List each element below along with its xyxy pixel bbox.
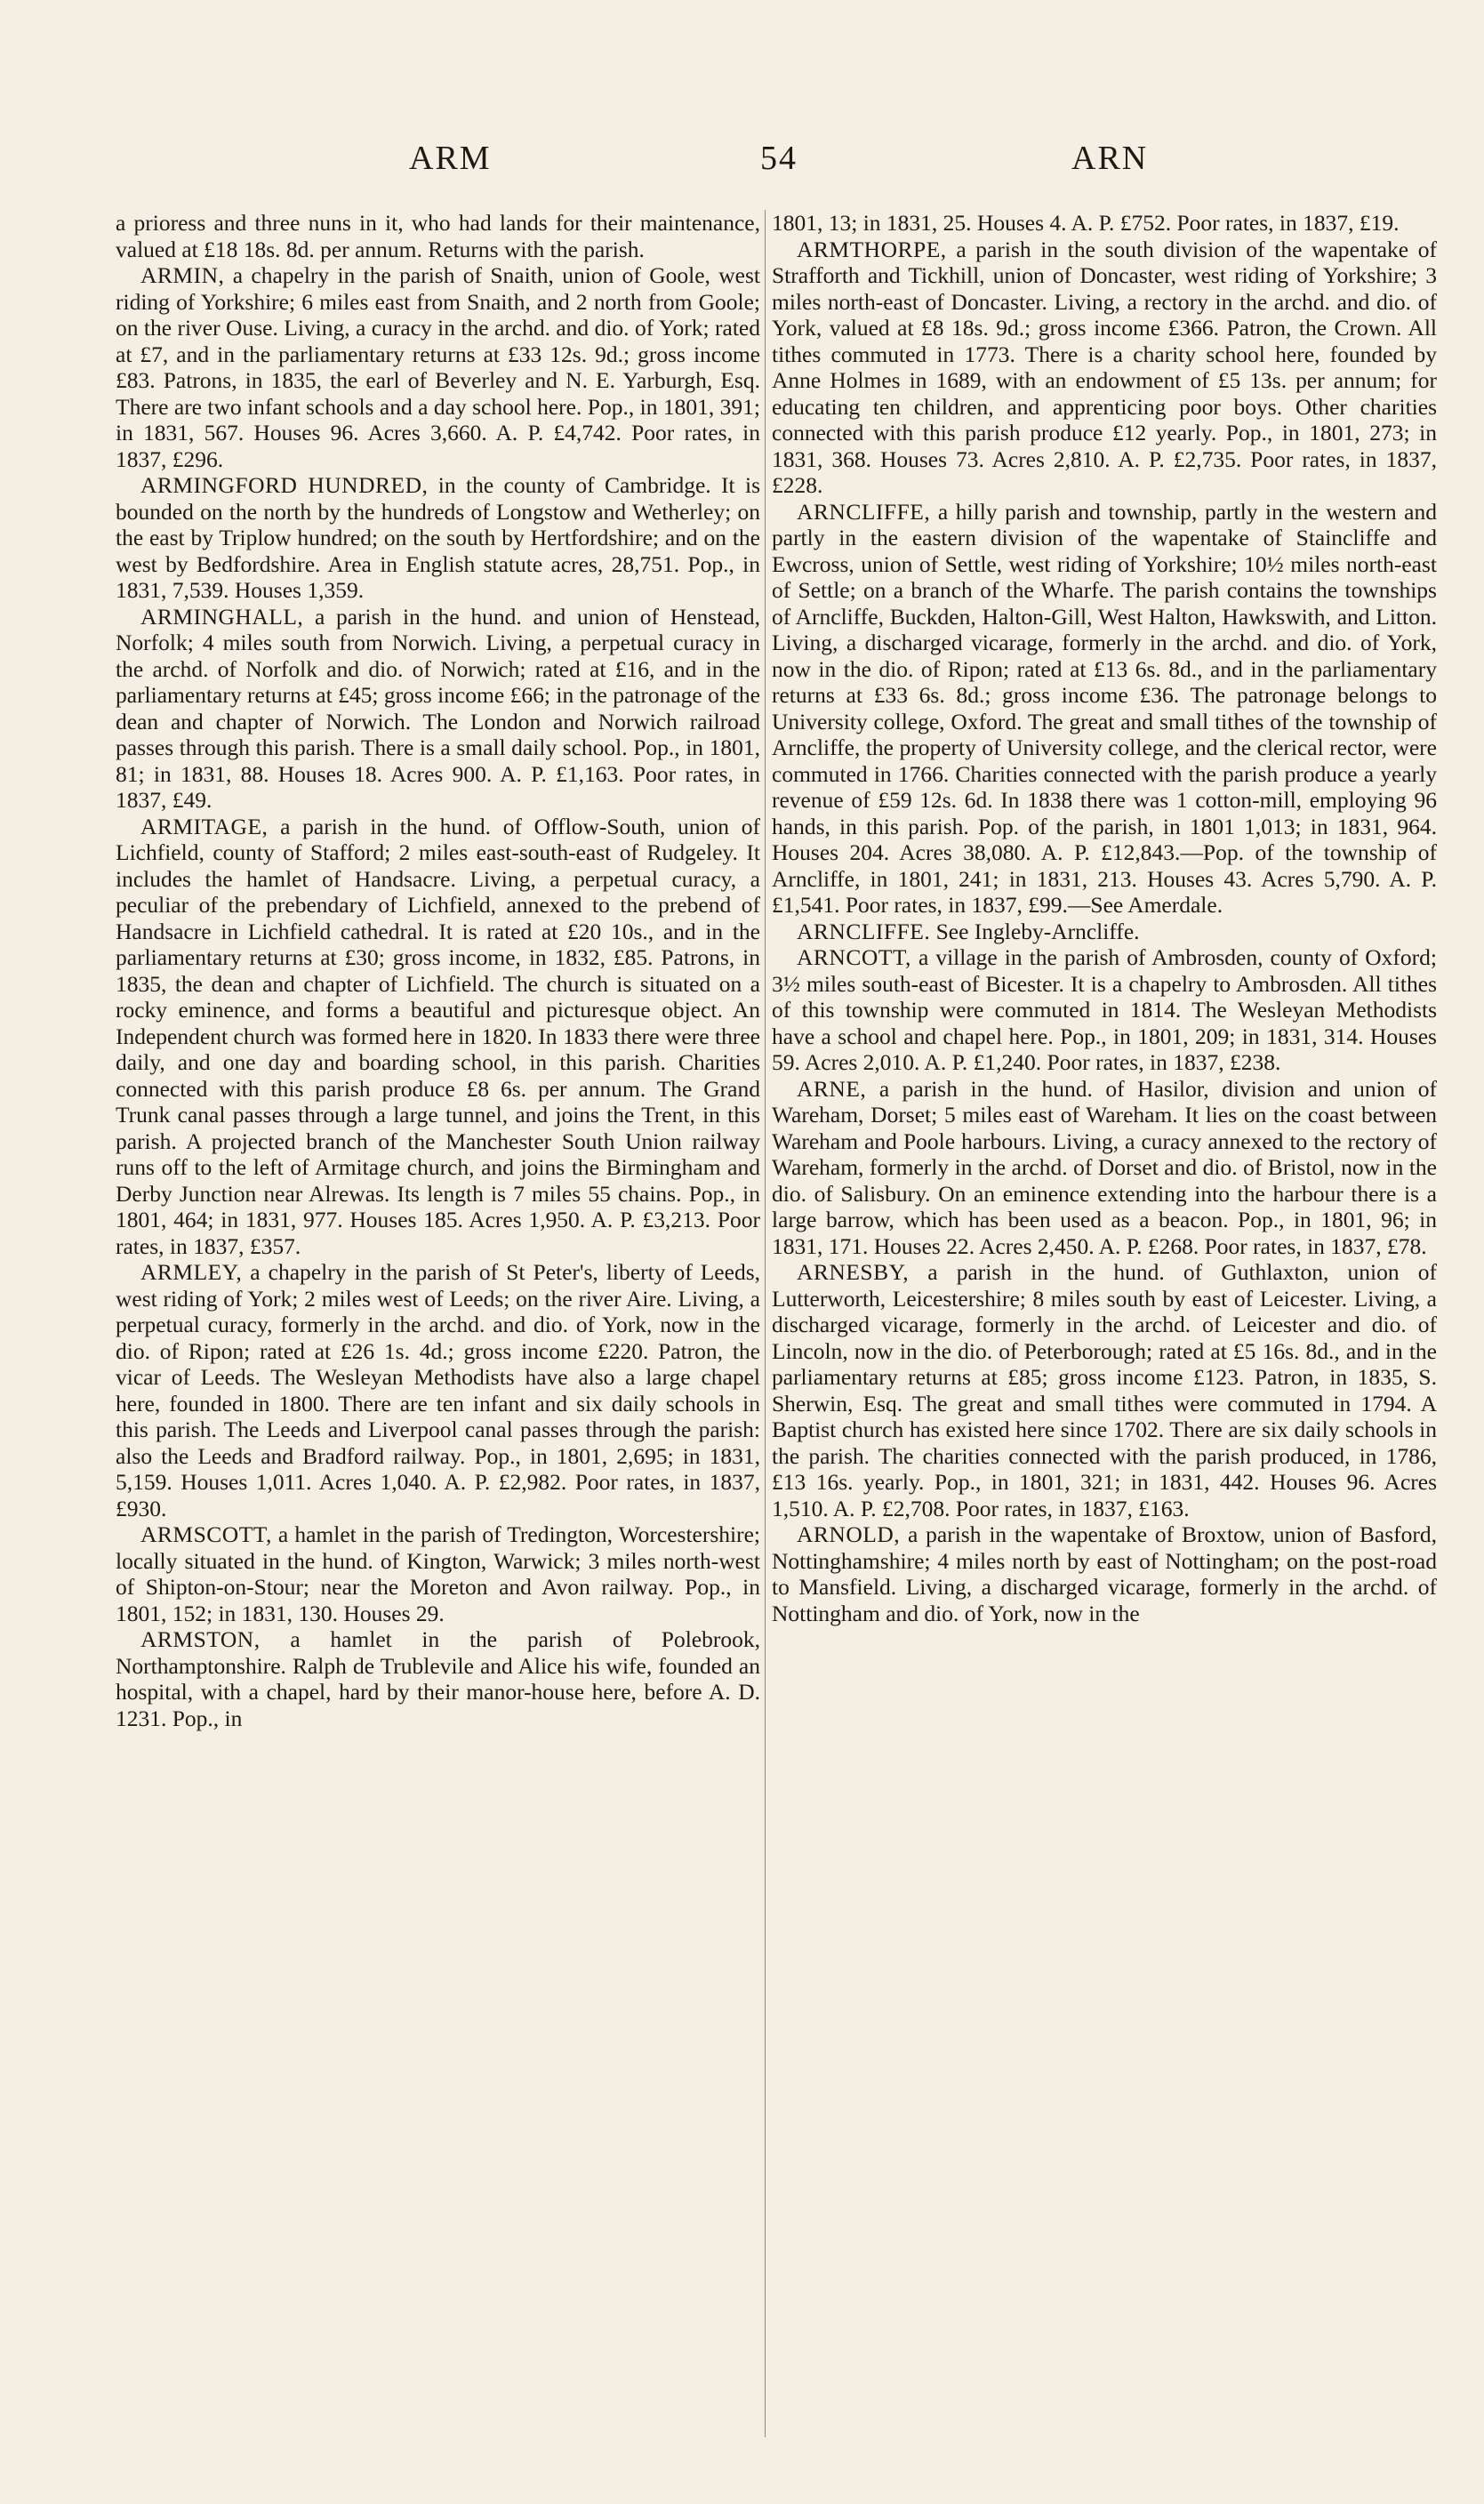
entry-text: a prioress and three nuns in it, who had lands for their maintenance, valued at £18 18s. 8d. per annum. Returns with the parish. (116, 210, 760, 262)
page-number: 54 (760, 140, 798, 177)
entry-headword: ARMIN, (140, 262, 225, 288)
header-right-guide-word: ARN (1071, 140, 1149, 177)
gazetteer-entry (772, 1259, 1437, 1521)
entry-text: See Ingleby-Arncliffe. (930, 918, 1140, 944)
gazetteer-entry (772, 944, 1437, 1076)
entry-headword: ARNOLD, (797, 1521, 901, 1547)
gazetteer-entry (116, 1626, 760, 1731)
entry-text: a parish in the south division of the wapentake of Strafforth and Tickhill, union of Doncaster, west riding of Yorkshire; 3 miles north-east of Doncaster. Living, a rectory in the archd. and dio. of York, valued at £8 18s. 9d.; gross income £366. Patron, the Crown. All tithes commuted in 1773. There is a charity school here, founded by Anne Holmes in 1689, with an endowment of £5 13s. per annum; for educating ten children, and apprenticing poor boys. Other charities connected with this parish produce £12 yearly. Pop., in 1801, 273; in 1831, 368. Houses 73. Acres 2,810. A. P. £2,735. Poor rates, in 1837, £228. (772, 236, 1437, 498)
entry-headword: ARNCOTT, (797, 944, 911, 970)
entry-text: a parish in the hund. and union of Henstead, Norfolk; 4 miles south from Norwich. Living, a perpetual curacy in the archd. of Norfolk and dio. of Norwich; rated at £16, and in the parliamentary returns at £45; gross income £66; in the patronage of the dean and chapter of Norwich. The London and Norwich railroad passes through this parish. There is a small daily school. Pop., in 1801, 81; in 1831, 88. Houses 18. Acres 900. A. P. £1,163. Poor rates, in 1837, £49. (116, 603, 760, 813)
entry-headword: ARMTHORPE, (797, 236, 947, 262)
gazetteer-entry (772, 237, 1437, 499)
entry-text: a village in the parish of Ambrosden, county of Oxford; 3½ miles south-east of Bicester. It is a chapelry to Ambrosden. All tithes of this township were commuted in 1814. The Wesleyan Methodists have a school and chapel here. Pop., in 1801, 209; in 1831, 314. Houses 59. Acres 2,010. A. P. £1,240. Poor rates, in 1837, £238. (772, 944, 1437, 1075)
entry-headword: ARNESBY, (797, 1259, 910, 1285)
gazetteer-entry (116, 262, 760, 472)
entry-text: a parish in the hund. of Offlow-South, union of Lichfield, county of Stafford; 2 miles east-south-east of Rudgeley. It includes the hamlet of Handsacre. Living, a perpetual curacy, a peculiar of the prebendary of Lichfield, annexed to the prebend of Handsacre in Lichfield cathedral. It is rated at £20 10s., and in the parliamentary returns at £30; gross income, in 1832, £85. Patrons, in 1835, the dean and chapter of Lichfield. The church is situated on a rocky eminence, and forms a beautiful and picturesque object. An Independent church was formed here in 1820. In 1833 there were three daily, and one day and boarding school, in this parish. Charities connected with this parish produce £8 6s. per annum. The Grand Trunk canal passes through a large tunnel, and joins the Trent, in this parish. A projected branch of the Manchester South Union railway runs off to the left of Armitage church, and joins the Birmingham and Derby Junction near Alrewas. Its length is 7 miles 55 chains. Pop., in 1801, 464; in 1831, 977. Houses 185. Acres 1,950. A. P. £3,213. Poor rates, in 1837, £357. (116, 813, 760, 1259)
gazetteer-entry (116, 210, 760, 262)
entry-headword: ARMINGFORD HUNDRED, (140, 472, 429, 498)
entry-text: a hamlet in the parish of Tredington, Worcestershire; locally situated in the hund. of Kington, Warwick; 3 miles north-west of Shipton-on-Stour; near the Moreton and Avon railway. Pop., in 1801, 152; in 1831, 130. Houses 29. (116, 1521, 760, 1626)
entry-text: a parish in the hund. of Hasilor, division and union of Wareham, Dorset; 5 miles east of Wareham. It lies on the coast between Wareham and Poole harbours. Living, a curacy annexed to the rectory of Wareham, formerly in the archd. of Dorset and dio. of Bristol, now in the dio. of Salisbury. On an eminence extending into the harbour there is a large barrow, which has been used as a beacon. Pop., in 1801, 96; in 1831, 171. Houses 22. Acres 2,450. A. P. £268. Poor rates, in 1837, £78. (772, 1075, 1437, 1259)
running-header (107, 139, 1414, 192)
gazetteer-entry (116, 814, 760, 1260)
entry-headword: ARNE, (797, 1075, 867, 1102)
entry-text: a chapelry in the parish of Snaith, union of Goole, west riding of Yorkshire; 6 miles east from Snaith, and 2 north from Goole; on the river Ouse. Living, a curacy in the archd. and dio. of York; rated at £7, and in the parliamentary returns at £33 12s. 9d.; gross income £83. Patrons, in 1835, the earl of Beverley and N. E. Yarburgh, Esq. There are two infant schools and a day school here. Pop., in 1801, 391; in 1831, 567. Houses 96. Acres 3,660. A. P. £4,742. Poor rates, in 1837, £296. (116, 262, 760, 472)
gazetteer-entry (772, 1521, 1437, 1626)
gazetteer-entry (116, 1259, 760, 1521)
entry-text: a hilly parish and township, partly in the western and partly in the eastern division of the wapentake of Staincliffe and Ewcross, union of Settle, west riding of Yorkshire; 10½ miles north-east of Settle; on a branch of the Wharfe. The parish contains the townships of Arncliffe, Buckden, Halton-Gill, West Halton, Hawkswith, and Litton. Living, a discharged vicarage, formerly in the archd. and dio. of York, now in the dio. of Ripon; rated at £13 6s. 8d., and in the parliamentary returns at £33 6s. 8d.; gross income £36. The patronage belongs to University college, Oxford. The great and small tithes of the township of Arncliffe, the property of University college, and the clerical rector, were commuted in 1766. Charities connected with the parish produce a yearly revenue of £59 12s. 6d. In 1838 there was 1 cotton-mill, employing 96 hands, in this parish. Pop. of the parish, in 1801 1,013; in 1831, 964. Houses 204. Acres 38,080. A. P. £12,843.—Pop. of the township of Arncliffe, in 1801, 241; in 1831, 213. Houses 43. Acres 5,790. A. P. £1,541. Poor rates, in 1837, £99.—See Amerdale. (772, 498, 1437, 918)
header-left-guide-word: ARM (409, 140, 492, 177)
entry-text: a chapelry in the parish of St Peter's, liberty of Leeds, west riding of York; 2 miles west of Leeds; on the river Aire. Living, a perpetual curacy, formerly in the archd. and dio. of York, now in the dio. of Ripon; rated at £26 1s. 4d.; gross income £220. Patron, the vicar of Leeds. The Wesleyan Methodists have also a large chapel here, founded in 1800. There are ten infant and six daily schools in this parish. The Leeds and Liverpool canal passes through the parish: also the Leeds and Bradford railway. Pop., in 1801, 2,695; in 1831, 5,159. Houses 1,011. Acres 1,040. A. P. £2,982. Poor rates, in 1837, £930. (116, 1259, 760, 1521)
entry-text: a parish in the wapentake of Broxtow, union of Basford, Nottinghamshire; 4 miles north by east of Nottingham; on the post-road to Mansfield. Living, a discharged vicarage, formerly in the archd. of Nottingham and dio. of York, now in the (772, 1521, 1437, 1626)
entry-text: a hamlet in the parish of Polebrook, Northamptonshire. Ralph de Trublevile and Alice his wife, founded an hospital, with a chapel, hard by their manor-house here, before A. D. 1231. Pop., in (116, 1626, 760, 1731)
gazetteer-entry (772, 919, 1437, 945)
gazetteer-entry (772, 210, 1437, 237)
entry-headword: ARMLEY, (140, 1259, 243, 1285)
entry-headword: ARNCLIFFE, (797, 498, 931, 525)
entry-headword: ARMSCOTT, (140, 1521, 272, 1547)
entry-text: 1801, 13; in 1831, 25. Houses 4. A. P. £752. Poor rates, in 1837, £19. (772, 210, 1400, 236)
gazetteer-entry (116, 1521, 760, 1626)
left-text-column (116, 210, 760, 1731)
gazetteer-entry (116, 604, 760, 814)
gazetteer-entry (772, 499, 1437, 919)
entry-text: a parish in the hund. of Guthlaxton, union of Lutterworth, Leicestershire; 8 miles south by east of Leicester. Living, a discharged vicarage, formerly in the archd. of Leicester and dio. of Lincoln, now in the dio. of Peterborough; rated at £5 16s. 8d., and in the parliamentary returns at £85; gross income £123. Patron, in 1835, S. Sherwin, Esq. The great and small tithes were commuted in 1794. A Baptist church has existed here since 1702. There are six daily schools in the parish. The charities connected with the parish produced, in 1786, £13 16s. yearly. Pop., in 1801, 321; in 1831, 442. Houses 96. Acres 1,510. A. P. £2,708. Poor rates, in 1837, £163. (772, 1259, 1437, 1521)
entry-text: in the county of Cambridge. It is bounded on the north by the hundreds of Longstow and Wetherley; on the east by Triplow hundred; on the south by Hertfordshire; and on the west by Bedfordshire. Area in English statute acres, 28,751. Pop., in 1831, 7,539. Houses 1,359. (116, 472, 760, 603)
entry-headword: ARNCLIFFE. (797, 918, 931, 944)
entry-headword: ARMSTON, (140, 1626, 261, 1652)
entry-headword: ARMITAGE, (140, 813, 269, 839)
right-text-column (772, 210, 1437, 1626)
entry-headword: ARMINGHALL, (140, 603, 304, 630)
column-divider (765, 210, 766, 2437)
gazetteer-entry (116, 472, 760, 604)
gazetteer-entry (772, 1076, 1437, 1260)
